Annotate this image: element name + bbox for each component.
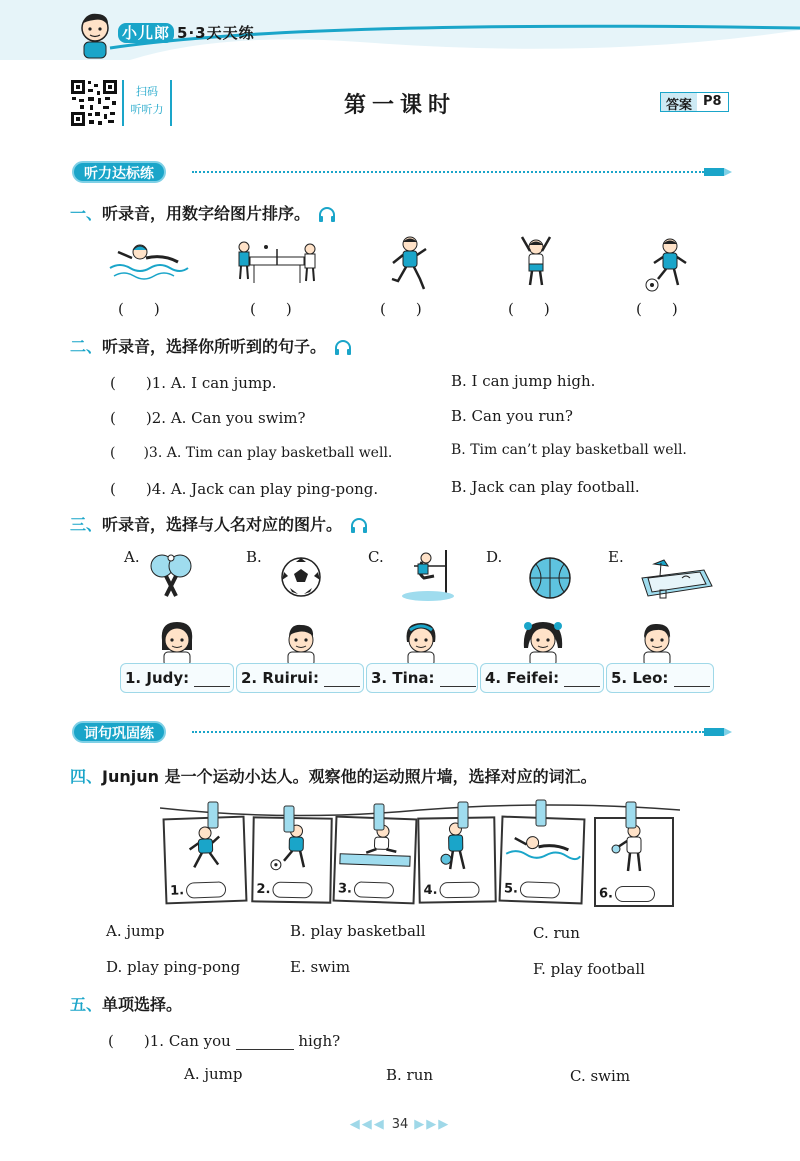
q1-number: 一、 (70, 204, 103, 223)
q2-row2-num: )2. (145, 409, 167, 427)
listening-banner-label: 听力达标练 (72, 161, 166, 183)
q1-paren-4[interactable]: ( ) (508, 300, 550, 318)
q5-text-before: Can you (168, 1032, 231, 1050)
pencil-icon (704, 726, 732, 738)
ping-pong-paddles-picture (148, 552, 194, 600)
name-box-tina (366, 663, 478, 693)
child-ruirui-picture (280, 620, 322, 666)
q2-row4-num: )4. (145, 480, 167, 498)
answer-blank[interactable] (186, 881, 227, 898)
q5-option-b[interactable]: B. run (386, 1066, 434, 1084)
swimming-pool-picture (634, 556, 714, 602)
high-jump-picture (400, 548, 456, 602)
right-arrows-icon: ▶▶▶ (414, 1117, 451, 1132)
q2-row4-a: A. Jack can play ping-pong. (170, 480, 379, 498)
q4-option-f: F. play football (533, 960, 645, 978)
vocab-banner-label: 词句巩固练 (72, 721, 166, 743)
answer-blank[interactable] (236, 1034, 294, 1050)
answer-tag[interactable] (660, 92, 729, 112)
basketball-picture (528, 556, 572, 600)
vocab-banner (72, 721, 732, 743)
q2-row3-a: A. Tim can play basketball well. (166, 445, 393, 461)
headphone-icon[interactable] (334, 340, 352, 356)
headphone-icon[interactable] (318, 207, 336, 223)
photo4-number: 4. (423, 882, 438, 899)
q2-row1-a: A. I can jump. (170, 374, 277, 392)
brand-part1: 小儿郎 (118, 23, 174, 43)
scan-line1: 扫码 (136, 85, 158, 98)
left-arrows-icon: ◀◀◀ (349, 1117, 386, 1132)
answer-blank[interactable] (674, 671, 710, 687)
q2-row1-num: )1. (145, 374, 167, 392)
photo1-number: 1. (169, 883, 185, 899)
answer-blank[interactable] (439, 882, 479, 899)
q2-row1-paren[interactable]: ( (110, 374, 146, 392)
answer-blank[interactable] (440, 671, 476, 687)
name-ruirui: 2. Ruirui: (241, 669, 319, 687)
q3-text: 听录音，选择与人名对应的图片。 (102, 515, 343, 534)
name-box-judy (120, 663, 234, 693)
pencil-icon (704, 166, 732, 178)
answer-blank[interactable] (615, 886, 655, 902)
q5-title (70, 992, 182, 1015)
q4-option-b: B. play basketball (290, 922, 426, 940)
football-picture (644, 237, 692, 293)
photo6-number: 6. (599, 886, 613, 902)
q2-text: 听录音，选择你所听到的句子。 (102, 337, 327, 356)
q3-letter-e: E. (608, 548, 624, 566)
q2-row3-b: B. Tim can’t play basketball well. (451, 442, 687, 458)
headphone-icon[interactable] (350, 518, 368, 534)
q2-row4-paren[interactable]: ( (110, 480, 146, 498)
q1-paren-3[interactable]: ( ) (380, 300, 422, 318)
q2-title (70, 334, 352, 357)
q2-row-4 (110, 478, 378, 499)
q2-number: 二、 (70, 337, 103, 356)
q5-num: )1. (143, 1032, 165, 1050)
q2-row-3 (110, 442, 392, 462)
scan-line2: 听听力 (130, 103, 164, 116)
child-feifei-picture (520, 618, 566, 666)
child-leo-picture (636, 620, 678, 666)
photo6-label (599, 886, 655, 902)
q2-row2-b: B. Can you run? (451, 407, 573, 425)
q1-paren-2[interactable]: ( ) (250, 300, 292, 318)
q1-paren-5[interactable]: ( ) (636, 300, 678, 318)
q2-row2-a: A. Can you swim? (170, 409, 306, 427)
q4-option-c: C. run (533, 924, 580, 942)
q1-text: 听录音，用数字给图片排序。 (102, 204, 311, 223)
photo5-number: 5. (503, 881, 519, 897)
q2-row-1 (110, 372, 277, 393)
q2-row4-b: B. Jack can play football. (451, 478, 640, 496)
q3-letter-d: D. (486, 548, 503, 566)
q2-row3-num: )3. (143, 445, 163, 461)
answer-label: 答案 (661, 93, 697, 111)
answer-blank[interactable] (354, 881, 395, 898)
page-number: 34 (391, 1117, 409, 1132)
name-feifei: 4. Feifei: (485, 669, 560, 687)
brand-part2: 5·3天天练 (177, 24, 255, 42)
running-picture (388, 235, 432, 291)
q4-title (70, 764, 597, 787)
q5-option-c[interactable]: C. swim (570, 1067, 631, 1085)
answer-blank[interactable] (272, 882, 312, 899)
q3-number: 三、 (70, 515, 103, 534)
answer-page: P8 (703, 94, 722, 109)
photo3-label (338, 881, 395, 899)
swimming-picture (108, 238, 190, 284)
q1-paren-1[interactable]: ( ) (118, 300, 160, 318)
name-judy: 1. Judy: (125, 669, 190, 687)
q5-option-a[interactable]: A. jump (184, 1065, 243, 1083)
photo4-label (423, 882, 479, 899)
q2-row3-paren[interactable]: ( (110, 445, 144, 461)
q3-letter-b: B. (246, 548, 262, 566)
q4-text: Junjun 是一个运动小达人。观察他的运动照片墙，选择对应的词汇。 (102, 767, 597, 786)
photo1-label (170, 881, 227, 899)
photo2-number: 2. (256, 881, 271, 898)
name-box-leo (606, 663, 714, 693)
answer-blank[interactable] (324, 671, 360, 687)
banner-dotted-line (192, 731, 704, 733)
child-tina-picture (400, 620, 442, 666)
name-tina: 3. Tina: (371, 669, 435, 687)
page-title: 第一课时 (343, 93, 456, 118)
mascot-icon (76, 10, 114, 60)
clothespins (160, 796, 680, 836)
q4-option-e: E. swim (290, 958, 351, 976)
jumping-picture (516, 235, 556, 291)
name-leo: 5. Leo: (611, 669, 669, 687)
q5-text: 单项选择。 (102, 995, 183, 1014)
q3-title (70, 512, 368, 535)
q2-row2-paren[interactable]: ( (110, 409, 146, 427)
listening-banner (72, 161, 732, 183)
q1-title (70, 201, 336, 224)
q5-paren[interactable]: ( (108, 1032, 144, 1050)
q2-row1-b: B. I can jump high. (451, 372, 596, 390)
answer-blank[interactable] (564, 671, 600, 687)
q4-number: 四、 (70, 767, 103, 786)
name-box-ruirui (236, 663, 364, 693)
photo5-label (504, 881, 561, 899)
q5-text-after: high? (298, 1032, 341, 1050)
answer-blank[interactable] (194, 671, 230, 687)
q3-letter-c: C. (368, 548, 384, 566)
q3-letter-a: A. (124, 548, 140, 566)
q5-question-1 (108, 1030, 340, 1051)
banner-dotted-line (192, 171, 704, 173)
q5-number: 五、 (70, 995, 103, 1014)
page-number-row (0, 1117, 800, 1132)
photo2-label (256, 881, 312, 898)
child-judy-picture (156, 620, 198, 666)
answer-blank[interactable] (520, 881, 561, 898)
soccer-ball-picture (280, 556, 322, 598)
photo3-number: 3. (337, 881, 353, 897)
q2-row-2 (110, 407, 306, 428)
name-box-feifei (480, 663, 604, 693)
brand-title (118, 22, 255, 43)
ping-pong-picture (236, 237, 318, 285)
q4-option-d: D. play ping-pong (106, 958, 241, 976)
q4-option-a: A. jump (106, 922, 165, 940)
